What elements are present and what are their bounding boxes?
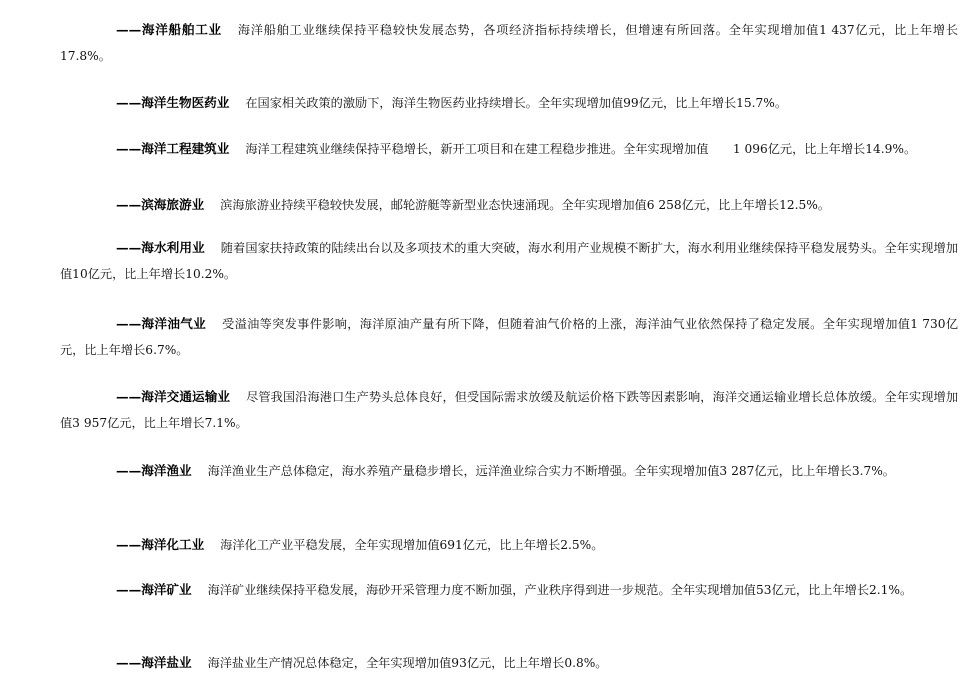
section-body: 滨海旅游业持续平稳较快发展，邮轮游艇等新型业态快速涌现。全年实现增加值6 258亿元，比上年增长12.5%。 (220, 198, 831, 212)
section-heading: ——海洋化工业 (116, 537, 205, 552)
section-heading: ——海洋生物医药业 (116, 95, 230, 110)
section-heading: ——海洋油气业 (116, 316, 207, 331)
section-shipbuilding (60, 17, 958, 69)
section-body: 海洋船舶工业继续保持平稳较快发展态势，各项经济指标持续增长，但增速有所回落。全年实现增加值1 437亿元，比上年增长17.8%。 (60, 23, 959, 63)
section-body: 海洋盐业生产情况总体稳定，全年实现增加值93亿元，比上年增长0.8%。 (207, 656, 608, 670)
section-biomedicine (60, 90, 958, 116)
section-seawater-utilization (60, 235, 958, 287)
section-body: 海洋矿业继续保持平稳发展，海砂开采管理力度不断加强，产业秩序得到进一步规范。全年实现增加值53亿元，比上年增长2.1%。 (207, 583, 913, 597)
section-heading: ——海洋盐业 (116, 655, 192, 670)
section-heading: ——海洋矿业 (116, 582, 192, 597)
section-heading: ——海洋工程建筑业 (116, 141, 230, 156)
section-salt (60, 650, 958, 676)
section-body: 随着国家扶持政策的陆续出台以及多项技术的重大突破，海水利用产业规模不断扩大，海水利用业继续保持平稳发展势头。全年实现增加值10亿元，比上年增长10.2%。 (60, 241, 958, 281)
section-heading: ——海洋船舶工业 (116, 22, 222, 37)
section-body: 海洋化工产业平稳发展，全年实现增加值691亿元，比上年增长2.5%。 (220, 538, 604, 552)
section-chemical (60, 532, 958, 558)
section-body: 在国家相关政策的激励下，海洋生物医药业持续增长。全年实现增加值99亿元，比上年增长15.7%。 (245, 96, 788, 110)
section-body: 尽管我国沿海港口生产势头总体良好，但受国际需求放缓及航运价格下跌等因素影响，海洋交通运输业增长总体放缓。全年实现增加值3 957亿元，比上年增长7.1%。 (60, 390, 959, 430)
section-transportation (60, 384, 958, 436)
section-coastal-tourism (60, 192, 958, 218)
section-body: 海洋工程建筑业继续保持平稳增长，新开工项目和在建工程稳步推进。全年实现增加值 1 096亿元，比上年增长14.9%。 (245, 142, 917, 156)
section-heading: ——海洋渔业 (116, 463, 192, 478)
section-heading: ——海洋交通运输业 (116, 389, 231, 404)
section-fishery (60, 458, 958, 484)
section-mining (60, 577, 958, 603)
section-heading: ——滨海旅游业 (116, 197, 205, 212)
section-body: 受溢油等突发事件影响，海洋原油产量有所下降，但随着油气价格的上涨，海洋油气业依然保持了稳定发展。全年实现增加值1 730亿元，比上年增长6.7%。 (60, 317, 959, 357)
section-body: 海洋渔业生产总体稳定，海水养殖产量稳步增长，远洋渔业综合实力不断增强。全年实现增加值3 287亿元，比上年增长3.7%。 (207, 464, 895, 478)
section-oil-gas (60, 311, 958, 363)
section-engineering-construction (60, 136, 958, 162)
section-heading: ——海水利用业 (116, 240, 205, 255)
